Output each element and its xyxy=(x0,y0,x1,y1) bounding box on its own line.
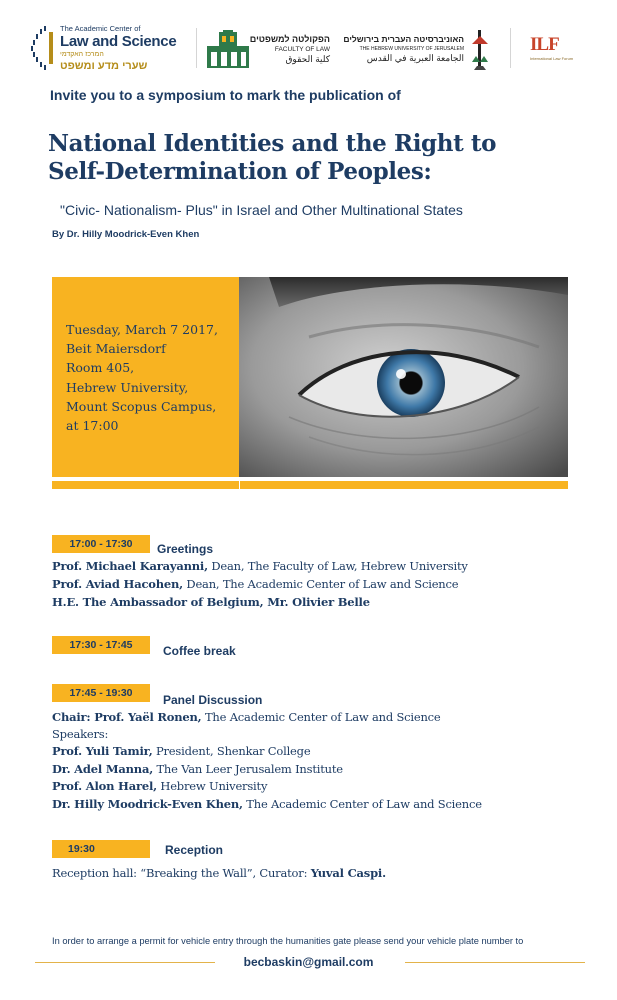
panel-chair xyxy=(52,710,441,724)
invite-line: Invite you to a symposium to mark the publication of xyxy=(50,87,401,103)
section-greetings: Greetings xyxy=(157,542,214,556)
panel-row xyxy=(52,744,310,758)
event-line: Hebrew University, xyxy=(66,379,189,395)
speakers-label: Speakers: xyxy=(52,727,109,741)
subtitle: "Civic- Nationalism- Plus" in Israel and Other Multinational States xyxy=(60,202,463,218)
event-details-panel xyxy=(52,277,239,477)
ilf-logo xyxy=(530,34,580,70)
faculty-line-3: كلية الحقوق xyxy=(285,54,330,64)
speaker-name: Prof. Alon Harel, xyxy=(52,779,157,793)
speaker-name: Prof. Michael Karayanni, xyxy=(52,559,208,573)
section-panel: Panel Discussion xyxy=(163,693,263,707)
speaker-role: The Academic Center of Law and Science xyxy=(242,797,482,811)
panel-row xyxy=(52,779,267,793)
greeting-row xyxy=(52,559,468,573)
banner-underline xyxy=(52,481,568,489)
speaker-role: President, Shenkar College xyxy=(152,744,311,758)
speaker-role: Dean, The Faculty of Law, Hebrew University xyxy=(207,559,468,573)
speaker-name: Prof. Yuli Tamir, xyxy=(52,744,153,758)
huji-line-2: THE HEBREW UNIVERSITY OF JERUSALEM xyxy=(359,46,464,52)
reception-desc: Reception hall: “Breaking the Wall”, Curator: xyxy=(52,866,311,880)
huji-emblem-icon xyxy=(468,26,492,74)
event-line: Tuesday, March 7 2017, xyxy=(66,322,218,337)
speaker-role: Hebrew University xyxy=(156,779,268,793)
acls-emblem-icon xyxy=(30,26,54,70)
time-badge-panel: 17:45 - 19:30 xyxy=(52,684,150,702)
event-line: at 17:00 xyxy=(66,418,119,434)
hebrew-university-logo xyxy=(340,24,492,74)
curator-name: Yuval Caspi. xyxy=(310,866,386,880)
ilf-caption: International Law Forum xyxy=(530,56,574,61)
acls-logo xyxy=(30,22,190,74)
faculty-building-icon xyxy=(205,30,251,70)
faculty-line-1: הפקולטה למשפטים xyxy=(249,34,330,44)
chair-role: The Academic Center of Law and Science xyxy=(201,710,441,724)
time-badge-greetings: 17:00 - 17:30 xyxy=(52,535,150,553)
speaker-name: H.E. The Ambassador of Belgium, Mr. Olivier Belle xyxy=(52,595,370,609)
title-line-2: Self-Determination of Peoples: xyxy=(48,158,432,185)
logo-divider xyxy=(196,28,197,68)
reception-row xyxy=(52,866,386,880)
acls-line-1: The Academic Center of xyxy=(60,24,141,33)
eye-photo xyxy=(239,277,568,477)
page-title xyxy=(48,130,496,186)
speaker-role: Dean, The Academic Center of Law and Science xyxy=(182,577,459,591)
event-line: Room 405, xyxy=(66,360,135,376)
huji-line-3: الجامعة العبرية في القدس xyxy=(366,53,464,63)
faculty-of-law-logo xyxy=(205,24,330,74)
footer-note: In order to arrange a permit for vehicle entry through the humanities gate please send your vehicle plate number to xyxy=(52,936,524,946)
author-line: By Dr. Hilly Moodrick-Even Khen xyxy=(52,229,200,240)
panel-row xyxy=(52,762,343,776)
ilf-mark: ILF xyxy=(530,34,559,55)
speaker-name: Prof. Aviad Hacohen, xyxy=(52,577,183,591)
huji-line-1: האוניברסיטה העברית בירושלים xyxy=(343,34,464,44)
faculty-line-2: FACULTY OF LAW xyxy=(274,46,330,53)
section-reception: Reception xyxy=(165,843,224,857)
logo-divider xyxy=(510,28,511,68)
greeting-row xyxy=(52,577,458,591)
event-banner xyxy=(52,277,568,477)
logo-row xyxy=(0,20,617,80)
section-coffee: Coffee break xyxy=(163,644,236,658)
acls-line-4: שערי מדע ומשפט xyxy=(60,60,148,72)
title-line-1: National Identities and the Right to xyxy=(48,130,497,157)
speaker-role: The Van Leer Jerusalem Institute xyxy=(153,762,343,776)
speaker-name: Dr. Hilly Moodrick-Even Khen, xyxy=(52,797,243,811)
event-details xyxy=(66,320,218,435)
event-line: Beit Maiersdorf xyxy=(66,341,166,357)
acls-line-2: Law and Science xyxy=(60,33,177,50)
acls-line-3: המרכז האקדמי xyxy=(60,51,104,58)
chair-name: Chair: Prof. Yaël Ronen, xyxy=(52,710,202,724)
contact-email-link[interactable]: becbaskin@gmail.com xyxy=(243,955,374,969)
greeting-row xyxy=(52,595,370,609)
panel-row xyxy=(52,797,482,811)
time-badge-coffee: 17:30 - 17:45 xyxy=(52,636,150,654)
speaker-name: Dr. Adel Manna, xyxy=(52,762,153,776)
underline-gap xyxy=(239,481,240,489)
time-badge-reception: 19:30 xyxy=(52,840,150,858)
event-line: Mount Scopus Campus, xyxy=(66,398,217,414)
eye-illustration xyxy=(239,277,568,477)
